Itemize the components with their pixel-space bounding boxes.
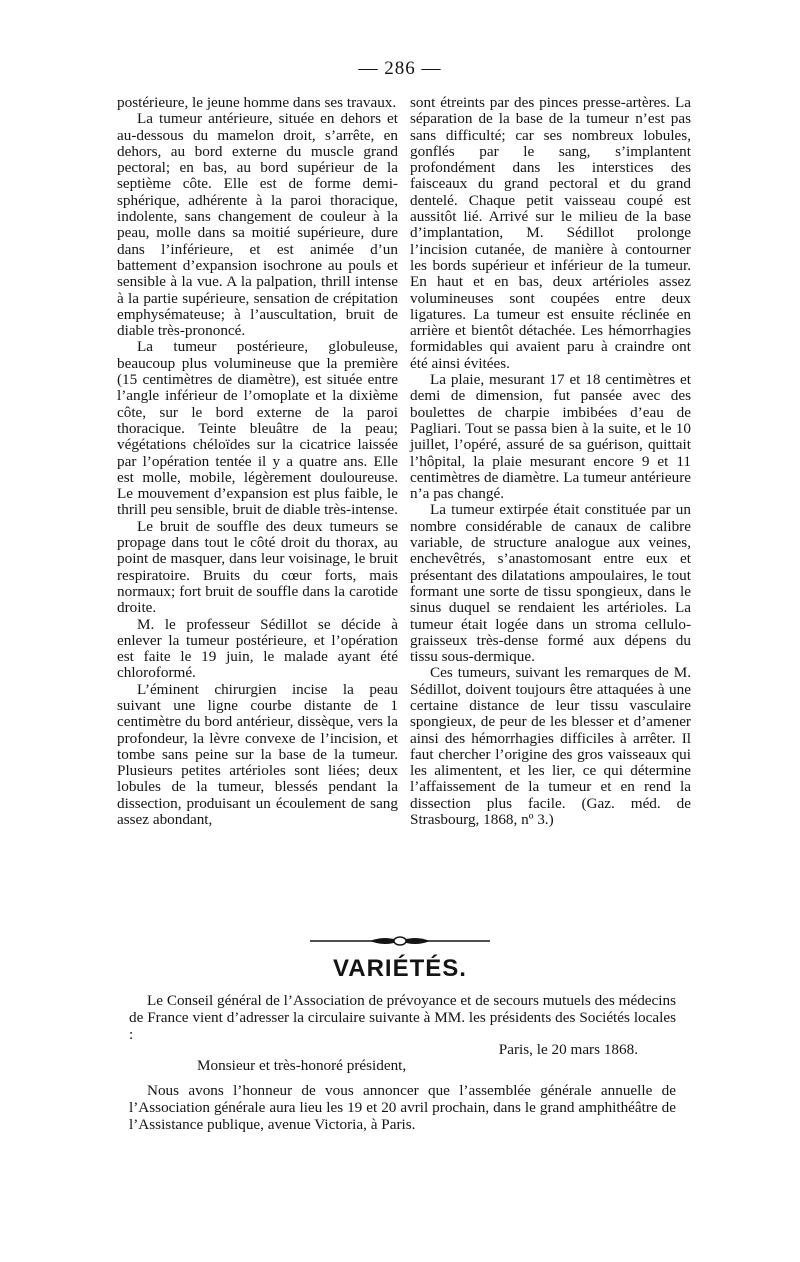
page-number: — 286 — <box>358 58 442 79</box>
paragraph: Le bruit de souffle des deux tumeurs se propage dans tout le côté droit du thorax, au point de masquer, dans leur voisinage, le bruit respiratoire. Bruits du cœur forts, mais normaux; fort bruit de souffle dans la carotide droite. <box>117 517 398 617</box>
paragraph: L’éminent chirurgien incise la peau suivant une ligne courbe distante de 1 centimètre du bord antérieur, dissèque, vers la profondeur, la lèvre convexe de l’incision, et tombe sans peine sur la base de la tumeur. Plusieurs petites artérioles sont liées; deux lobules de la tumeur, blessés pendant la dissection, produisant un écoulement de sang assez abondant, <box>117 680 398 829</box>
paragraph: La tumeur postérieure, globuleuse, beaucoup plus volumineuse que la première (15 centimètres de diamètre), est située entre l’angle inférieur de l’omoplate et la dixième côte, sur le bord externe de la paroi thoracique. Teinte bleuâtre de la peau; végétations chéloïdes sur la cicatrice laissée par l’opération tentée il y a quatre ans. Elle est molle, mobile, légèrement douloureuse. Le mouvement d’expansion est plus faible, le thrill peu sensible, bruit de diable très-intense. <box>117 338 398 519</box>
letter-body: Nous avons l’honneur de vous annoncer que l’assemblée générale annuelle de l’Association générale aura lieu les 19 et 20 avril prochain, dans le grand amphithéâtre de l’Assistance publique, avenue Victoria, à Paris. <box>129 1082 676 1133</box>
paragraph: M. le professeur Sédillot se décide à enlever la tumeur postérieure, et l’opération est faite le 19 juin, le malade ayant été chloroformé. <box>117 615 398 682</box>
paragraph: postérieure, le jeune homme dans ses travaux. <box>117 94 397 111</box>
paragraph: La plaie, mesurant 17 et 18 centimètres et demi de dimension, fut pansée avec des boulettes de charpie imbibées d’eau de Pagliari. Tout se passa bien à la suite, et le 10 juillet, l’opéré, assuré de sa guérison, quittait l’hôpital, la plaie mesurant encore 9 et 11 centimètres de diamètre. La tumeur antérieure n’a pas changé. <box>410 371 691 503</box>
section-title: VARIÉTÉS. <box>333 955 467 982</box>
left-column <box>117 95 398 828</box>
right-column <box>410 95 691 828</box>
paragraph: sont étreints par des pinces presse-artères. La séparation de la base de la tumeur n’est pas sans difficulté; car ses nombreux lobules, gonflés par le sang, s’implantent profondément dans les interstices des faisceaux du grand pectoral et du grand dentelé. Chaque petit vaisseau coupé est aussitôt lié. Arrivé sur le milieu de la base d’implantation, M. Sédillot prolonge l’incision cutanée, de manière à contourner les bords supérieur et inférieur de la tumeur. En haut et en bas, deux artérioles assez volumineuses sont coupées entre deux ligatures. La tumeur est ensuite réclinée en arrière et bientôt détachée. Les hémorrhagies formidables qui avaient paru à craindre ont été ainsi évitées. <box>410 94 691 372</box>
paragraph: La tumeur antérieure, située en dehors et au-dessous du mamelon droit, s’arrête, en dehors, au bord externe du muscle grand pectoral; en bas, au bord supérieur de la septième côte. Elle est de forme demi-sphérique, adhérente à la paroi thoracique, indolente, sans changement de couleur à la peau, molle dans sa moitié supérieure, dure dans l’inférieure, et est animée d’un battement d’expansion isochrone au pouls et sensible à la vue. A la palpation, thrill intense à la partie supérieure, sensation de crépitation emphysémateuse; à l’auscultation, bruit de diable très-prononcé. <box>117 110 398 340</box>
paragraph-text: Ces tumeurs, suivant les remarques de M. Sédillot, doivent toujours être attaquées à une certaine distance de leur tissu vasculaire spongieux, de peur de les blesser et d’amener ainsi des hémorrhagies difficiles à arrêter. Il faut chercher l’origine des gros vaisseaux qui les alimentent, et les lier, ce qui détermine l’affaissement de la tumeur et en rend la dissection plus facile. <box>410 664 691 812</box>
ornamental-rule <box>310 934 490 948</box>
letter-salutation: Monsieur et très-honoré président, <box>197 1057 407 1074</box>
paragraph <box>410 665 691 828</box>
intro-paragraph: Le Conseil général de l’Association de prévoyance et de secours mutuels des médecins de France vient d’adresser la circulaire suivante à MM. les présidents des Sociétés locales : <box>129 992 676 1043</box>
reference-citation: (Gaz. méd. de Strasbourg, 1868, nº 3.) <box>410 794 691 829</box>
paragraph: La tumeur extirpée était constituée par un nombre considérable de canaux de calibre variable, de structure analogue aux veines, enchevêtrés, s’anastomosant entre eux et présentant des dilatations ampoulaires, le tout formant une sorte de tissu spongieux, dans le sinus duquel se rendaient les artérioles. La tumeur était logée dans un stroma cellulo-graisseux très-dense formé aux dépens du tissu sous-dermique. <box>410 501 691 666</box>
letter-dateline: Paris, le 20 mars 1868. <box>498 1041 638 1058</box>
